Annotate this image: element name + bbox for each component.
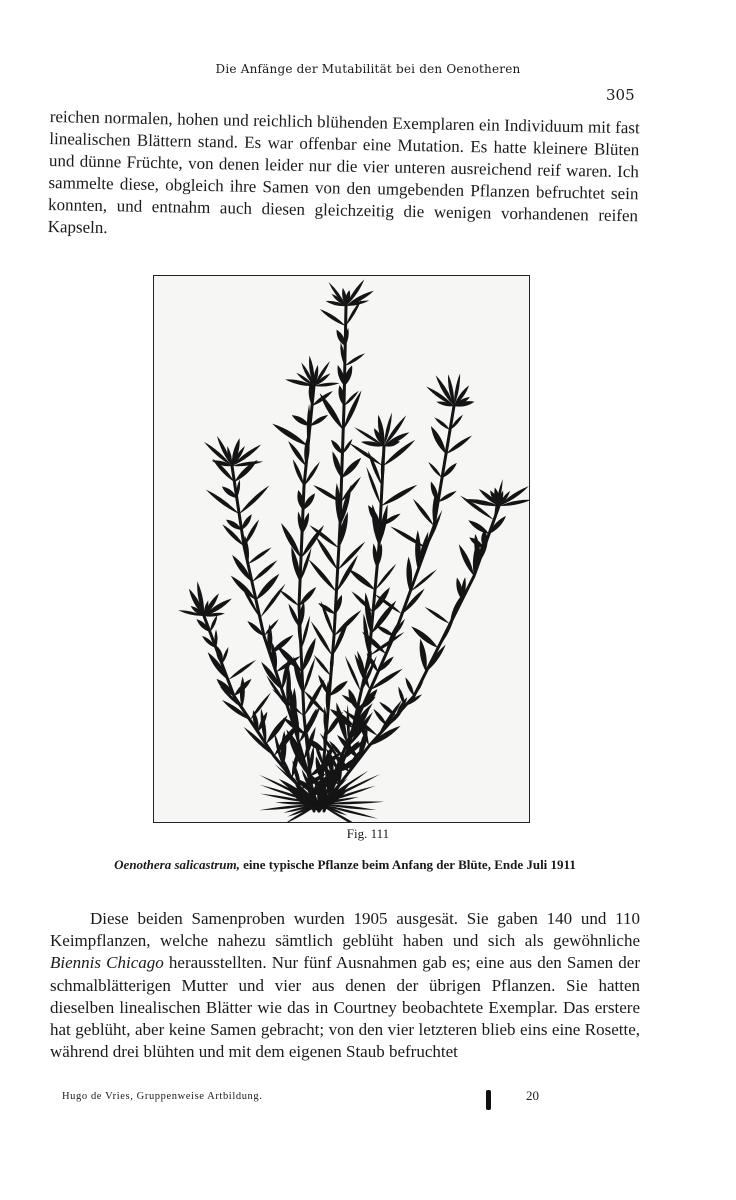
- leaf: [420, 639, 427, 672]
- leaf: [379, 702, 396, 716]
- leaf: [310, 415, 328, 426]
- leaf: [351, 591, 373, 612]
- leaf: [210, 615, 217, 632]
- leaf: [329, 681, 348, 696]
- leaf: [349, 569, 375, 590]
- paragraph2-italic: Biennis Chicago: [50, 953, 164, 973]
- leaf: [413, 499, 434, 526]
- leaf: [342, 458, 362, 478]
- leaf: [428, 462, 442, 478]
- body-paragraph-1: reichen normalen, hohen und reichlich blühenden Exemplaren ein Individuum mit fast linealischen Blättern stand. Es war offenbar eine Mutation. Es hatte kleinere Blüten und dünne Früchte, von denen leider nur die vier unteren ausreichend reif waren. Ich sammelte diese, obgleich ihre Samen von den umgebenden Pflanzen befruchtet sein konnten, und entnahm auch diesen gleichzeitig die wenigen vorhandenen reifen Kapseln.: [47, 106, 640, 238]
- leaf: [425, 607, 450, 624]
- leaf: [426, 645, 446, 672]
- leaf: [414, 678, 424, 696]
- leaf: [381, 485, 417, 506]
- leaf: [341, 477, 361, 502]
- ink-mark: [486, 1090, 491, 1110]
- leaf: [206, 489, 239, 514]
- running-head: Die Anfänge der Mutabilität bei den Oenotheren: [215, 62, 521, 76]
- page-number: 305: [606, 86, 635, 104]
- plant-illustration: [154, 276, 529, 822]
- figure-caption: [50, 857, 640, 873]
- leaf: [242, 514, 252, 530]
- figure-label: Fig. 111: [346, 826, 390, 841]
- footer-signature: 20: [526, 1088, 539, 1103]
- leaf: [236, 479, 240, 498]
- leaf: [228, 660, 256, 680]
- footer-author-title: Hugo de Vries, Gruppenweise Artbildung.: [62, 1091, 263, 1102]
- leaf: [309, 559, 337, 592]
- plant-photograph: [153, 275, 530, 823]
- caption-text: eine typische Pflanze beim Anfang der Blüte, Ende Juli 1911: [239, 857, 576, 872]
- leaf: [366, 467, 381, 506]
- caption-species: Oenothera salicastrum,: [114, 857, 240, 872]
- leaf: [411, 626, 438, 648]
- leaf: [302, 638, 316, 672]
- leaf: [250, 693, 271, 720]
- leaf: [320, 309, 346, 326]
- leaf: [299, 587, 316, 606]
- leaf: [312, 391, 333, 406]
- leaf: [349, 689, 358, 710]
- leaf: [318, 603, 335, 614]
- leaf: [373, 709, 387, 726]
- leaf: [345, 353, 365, 366]
- paragraph2-part1: Diese beiden Samenproben wurden 1905 ausgesät. Sie gaben 140 und 110 Keimpflanzen, welche nahezu sämtlich geblüht haben und sich als gewöhnliche: [50, 909, 640, 951]
- leaf: [314, 655, 331, 676]
- leaf: [334, 610, 361, 636]
- body-paragraph-2: [50, 908, 640, 1063]
- leaf: [316, 537, 338, 570]
- leaf: [288, 441, 306, 466]
- leaf: [381, 448, 385, 486]
- leaf: [434, 417, 450, 430]
- leaf: [390, 526, 426, 548]
- paragraph2-part2: herausstellten. Nur fünf Ausnahmen gab es; eine aus den Samen der schmalblätterigen Mutter und vier aus denen der übrigen Pflanzen. Sie hatten dieselben linealischen Blätter wie das in Courtney beobachtete Exemplar. Das erstere hat geblüht, aber keine Samen gebracht; von den vier letzteren blieb eins eine Rosette, während drei blühten und mit dem eigenen Staub befruchtet: [50, 953, 640, 1062]
- leaf: [281, 523, 301, 558]
- leaf: [279, 590, 299, 606]
- leaf: [450, 596, 461, 624]
- leaf: [431, 426, 446, 454]
- leaf: [222, 647, 228, 664]
- leaf: [293, 459, 304, 486]
- leaf: [239, 486, 269, 514]
- leaf: [405, 677, 414, 696]
- leaf: [332, 451, 341, 478]
- leaf: [376, 626, 394, 636]
- leaf: [310, 746, 315, 773]
- leaf: [308, 733, 312, 754]
- leaf: [248, 547, 272, 564]
- leaf: [468, 520, 489, 534]
- leaf: [459, 544, 474, 576]
